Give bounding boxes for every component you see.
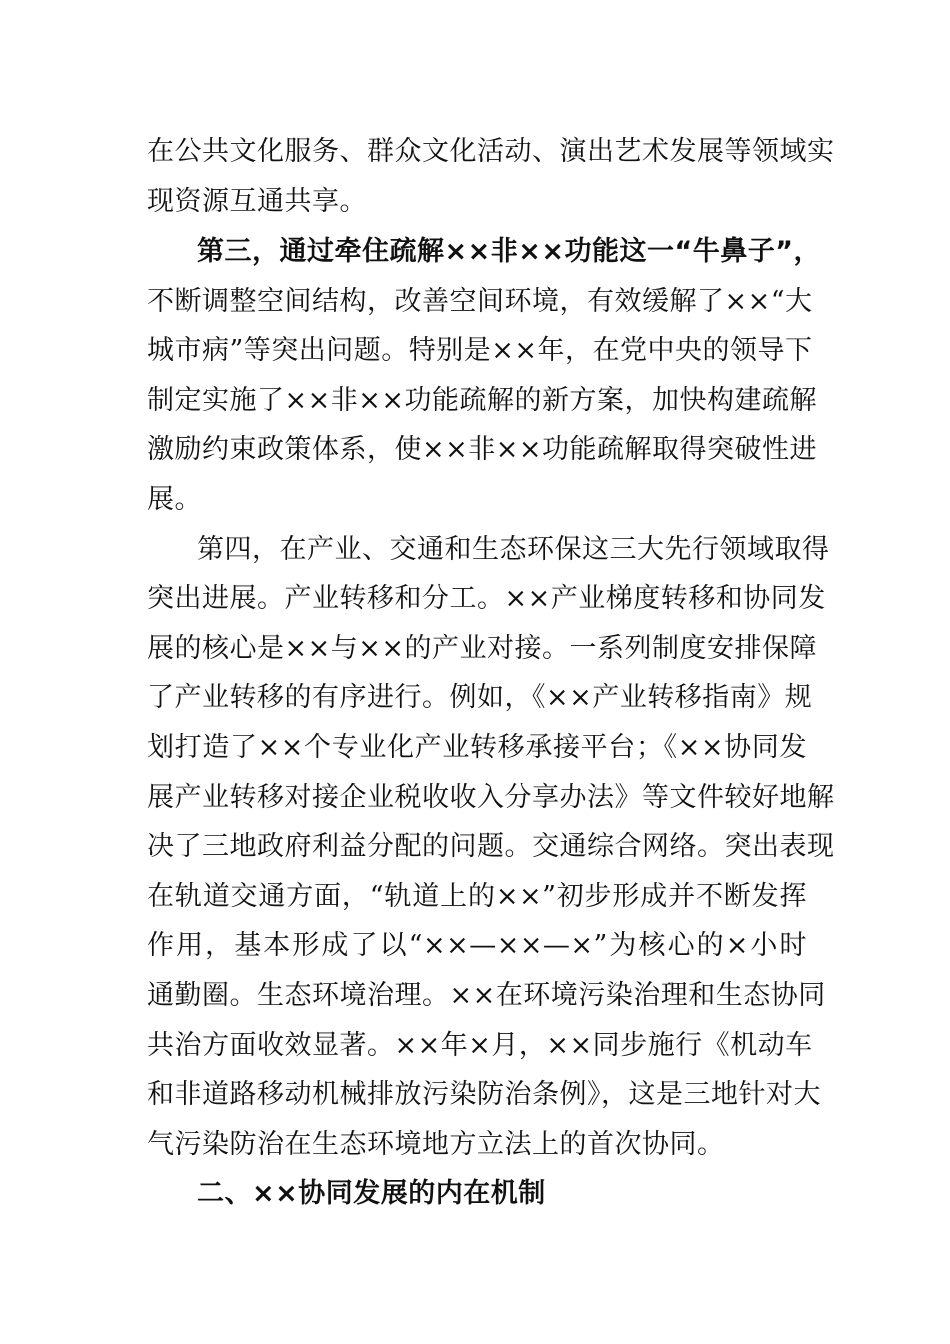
paragraph-line: 通勤圈。生态环境治理。××在环境污染治理和生态协同: [147, 980, 826, 1011]
section-heading: 二、××协同发展的内在机制: [197, 1178, 546, 1209]
paragraph-line: 在轨道交通方面，“轨道上的××”初步形成并不断发挥: [147, 881, 807, 912]
paragraph-line: 不断调整空间结构，改善空间环境，有效缓解了××“大: [147, 286, 813, 317]
paragraph-heading-bold: 第三，通过牵住疏解××非××功能这一“牛鼻子”，: [197, 236, 821, 267]
paragraph-line: 气污染防治在生态环境地方立法上的首次协同。: [147, 1129, 725, 1160]
paragraph-line: 决了三地政府利益分配的问题。交通综合网络。突出表现: [147, 831, 835, 862]
paragraph-line: 和非道路移动机械排放污染防治条例》，这是三地针对大: [147, 1079, 821, 1110]
paragraph-line: 制定实施了××非××功能疏解的新方案，加快构建疏解: [147, 385, 817, 416]
paragraph-line: 城市病”等突出问题。特别是××年，在党中央的领导下: [147, 335, 813, 366]
paragraph-line: 共治方面收效显著。××年×月，××同步施行《机动车: [147, 1030, 813, 1061]
paragraph-line: 在公共文化服务、群众文化活动、演出艺术发展等领域实: [147, 136, 835, 167]
paragraph-line: 第四，在产业、交通和生态环保这三大先行领域取得: [197, 534, 830, 565]
paragraph-line: 作用，基本形成了以“××—××—×”为核心的×小时: [147, 930, 807, 961]
paragraph-line: 展。: [147, 484, 202, 515]
paragraph-line: 突出进展。产业转移和分工。××产业梯度转移和协同发: [147, 583, 826, 614]
paragraph-line: 划打造了××个专业化产业转移承接平台；《××协同发: [147, 732, 807, 763]
paragraph-line: 展产业转移对接企业税收收入分享办法》等文件较好地解: [147, 782, 835, 813]
paragraph-line: 现资源互通共享。: [147, 186, 367, 217]
paragraph-line: 展的核心是××与××的产业对接。一系列制度安排保障: [147, 633, 817, 664]
paragraph-line: 激励约束政策体系，使××非××功能疏解取得突破性进: [147, 434, 817, 465]
paragraph-line: 了产业转移的有序进行。例如，《××产业转移指南》规: [147, 682, 813, 713]
